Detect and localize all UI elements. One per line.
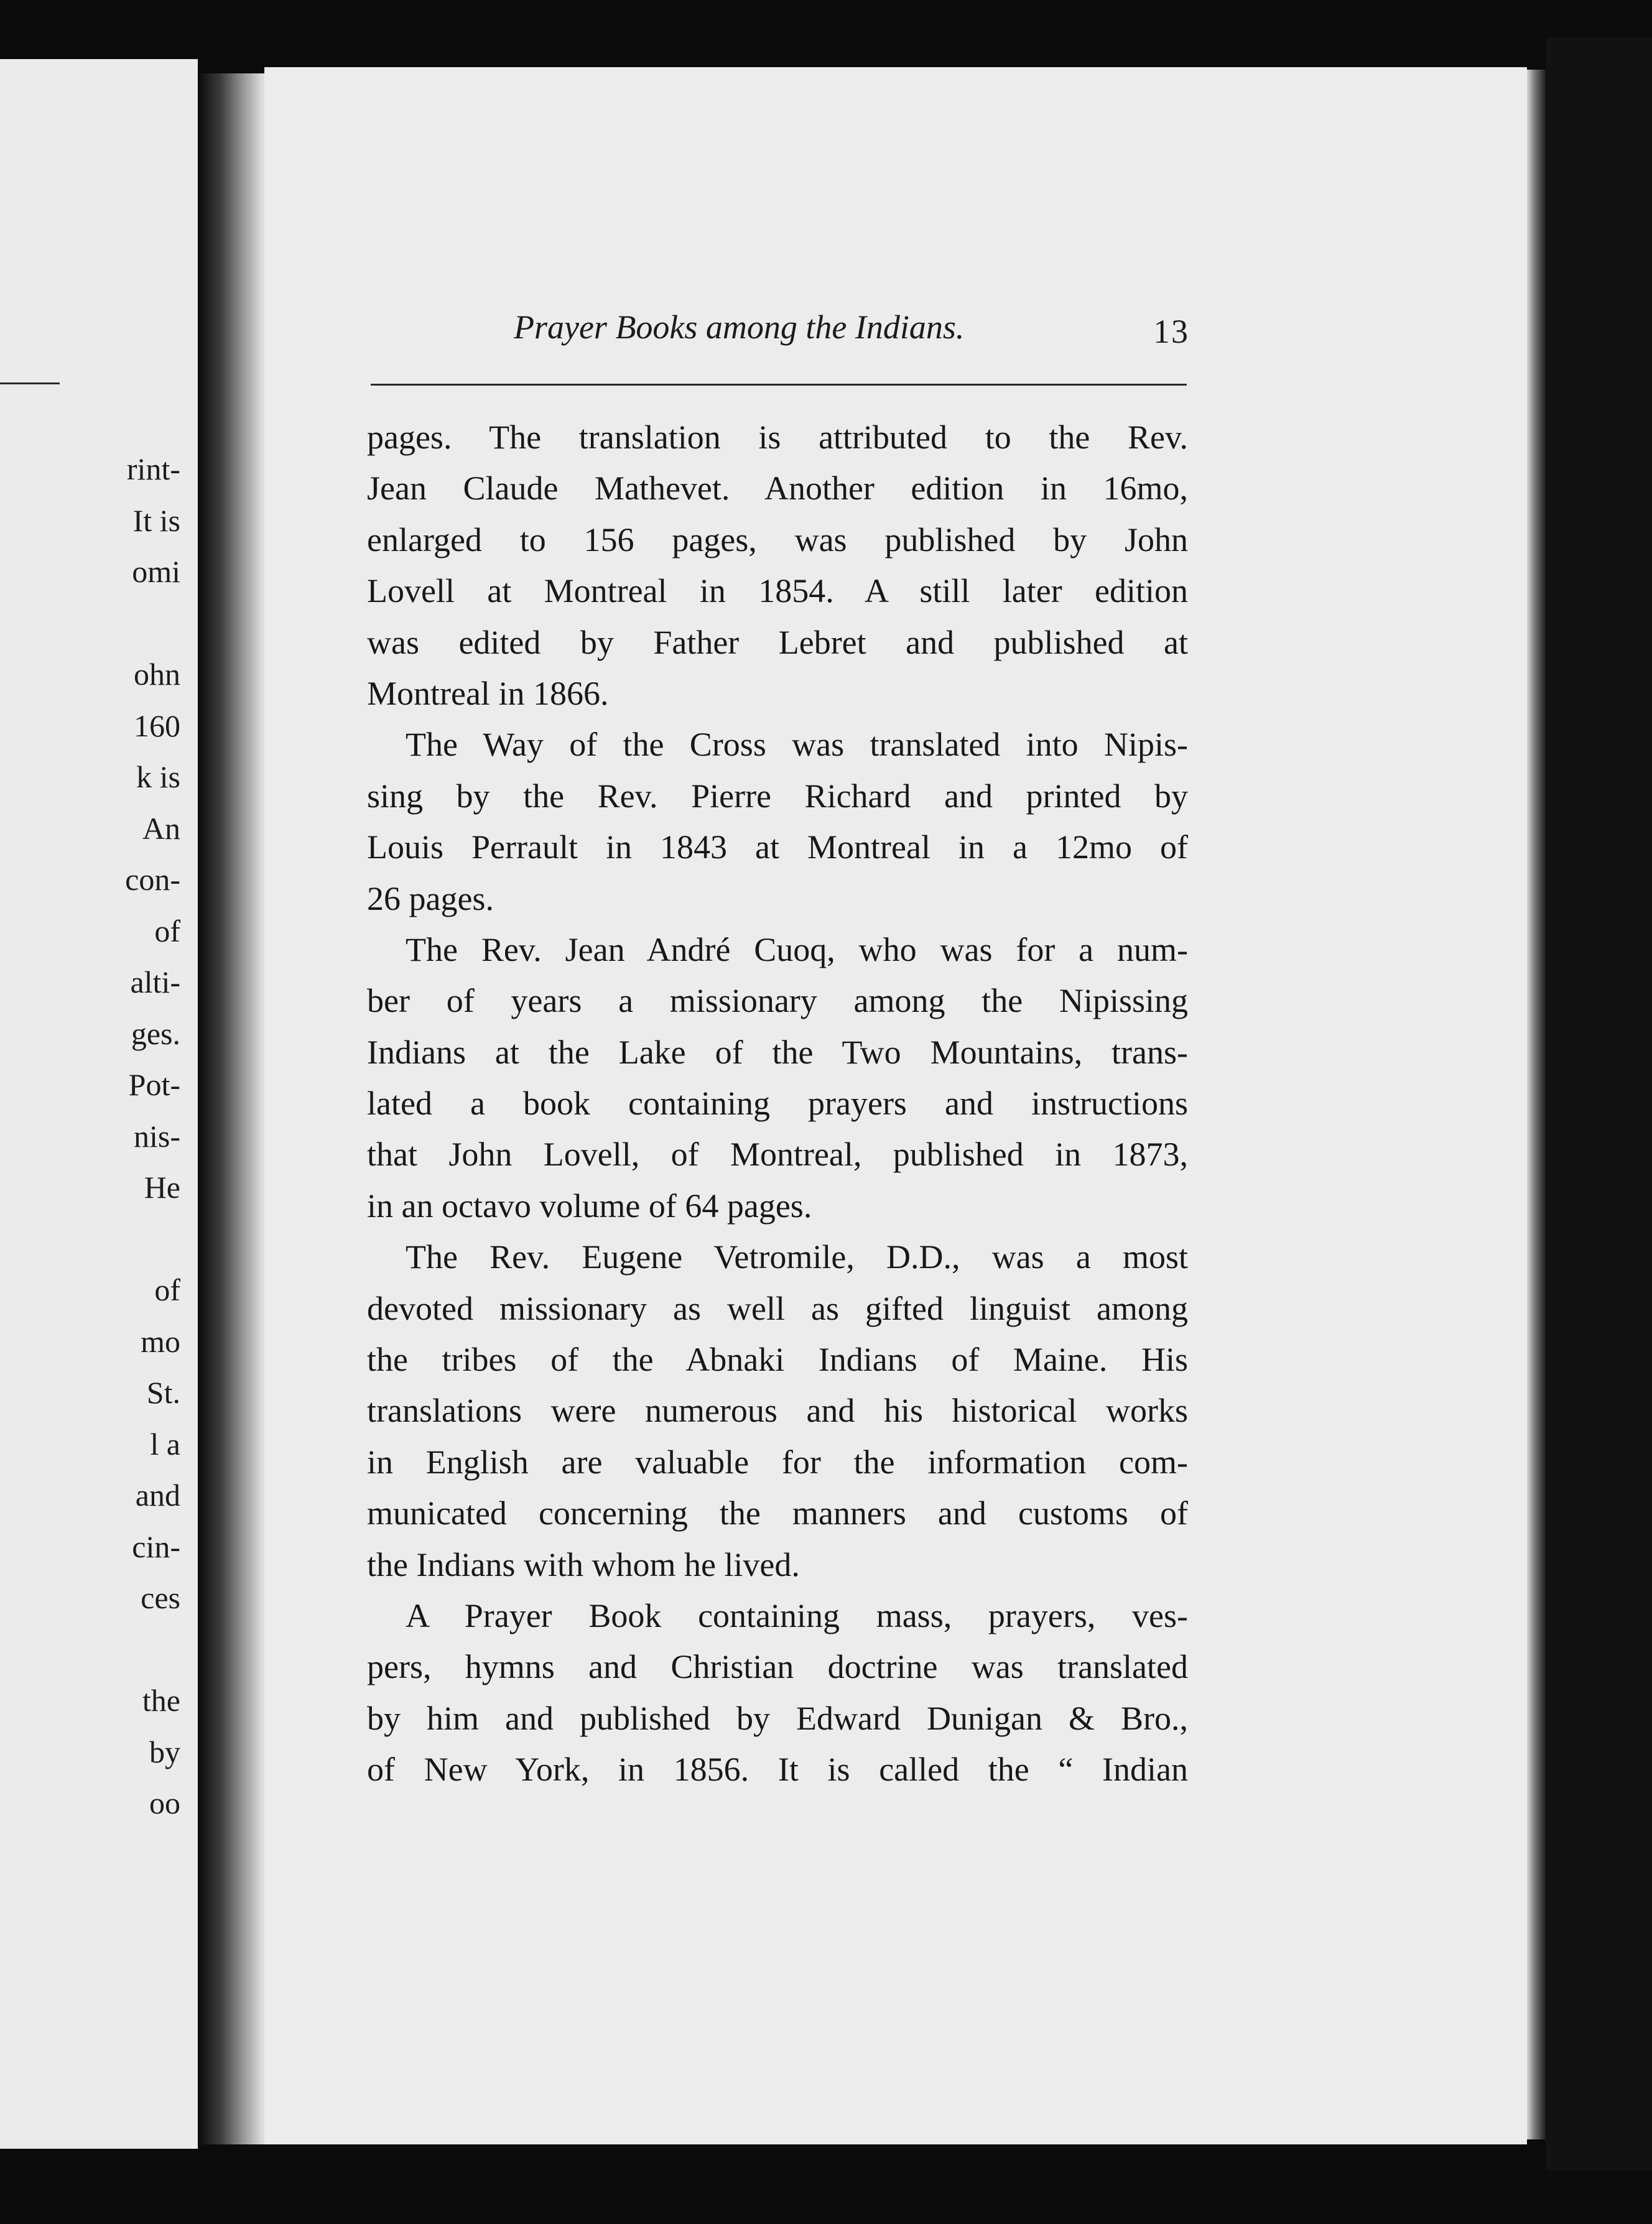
text-line: The Rev. Eugene Vetromile, D.D., was a most <box>406 1238 1188 1276</box>
text-line: Montreal in 1866. <box>367 674 609 712</box>
text-line: Lovell at Montreal in 1854. A still later edition <box>367 572 1188 610</box>
text-line: pers, hymns and Christian doctrine was translated <box>367 1648 1188 1686</box>
book-cover-edge <box>1546 37 1652 2171</box>
left-line: mo <box>141 1323 180 1359</box>
book-gutter-shadow <box>198 73 272 2144</box>
left-line: ces <box>141 1580 180 1615</box>
text-line: the tribes of the Abnaki Indians of Maine. His <box>367 1341 1188 1379</box>
page-number: 13 <box>1153 313 1189 350</box>
left-line <box>0 1624 180 1675</box>
text-line: in an octavo volume of 64 pages. <box>367 1187 812 1225</box>
left-line: An <box>142 810 180 846</box>
text-line: enlarged to 156 pages, was published by John <box>367 521 1188 558</box>
left-line: nis- <box>134 1118 180 1154</box>
left-page-header-rule <box>0 382 60 384</box>
left-line: of <box>154 913 180 948</box>
header-rule <box>371 384 1187 386</box>
text-line: that John Lovell, of Montreal, published in 1873, <box>367 1136 1188 1174</box>
text-line: by him and published by Edward Dunigan & Bro., <box>367 1699 1188 1737</box>
text-line: in English are valuable for the information com- <box>367 1443 1188 1481</box>
left-line: oo <box>149 1786 180 1820</box>
text-line: The Rev. Jean André Cuoq, who was for a num- <box>406 930 1188 968</box>
body-text <box>367 412 1188 1795</box>
text-line: Indians at the Lake of the Two Mountains, trans- <box>367 1033 1188 1071</box>
left-page-text <box>0 443 180 1829</box>
text-line: pages. The translation is attributed to the Rev. <box>367 419 1188 456</box>
left-line: St. <box>146 1375 180 1410</box>
text-line: sing by the Rev. Pierre Richard and printed by <box>367 777 1188 815</box>
text-line: translations were numerous and his historical works <box>367 1392 1188 1430</box>
text-line: Jean Claude Mathevet. Another edition in 16mo, <box>367 470 1188 507</box>
left-line: and <box>135 1478 180 1513</box>
left-line: the <box>142 1683 180 1718</box>
text-line: of New York, in 1856. It is called the “ Indian <box>367 1751 1188 1789</box>
left-line: 160 <box>134 708 180 743</box>
text-line: Louis Perrault in 1843 at Montreal in a 12mo of <box>367 828 1188 866</box>
text-line: devoted missionary as well as gifted linguist among <box>367 1289 1188 1327</box>
text-line: lated a book containing prayers and instructions <box>367 1085 1188 1123</box>
left-line: of <box>154 1272 180 1307</box>
text-line: was edited by Father Lebret and published at <box>367 623 1188 661</box>
text-line: 26 pages. <box>367 879 494 917</box>
left-line: con- <box>125 862 180 897</box>
left-line: Pot- <box>128 1067 180 1102</box>
page-edge <box>1527 70 1546 2139</box>
left-line <box>0 598 180 649</box>
text-line: A Prayer Book containing mass, prayers, ves- <box>406 1596 1188 1634</box>
left-line: rint- <box>126 452 180 486</box>
text-line: ber of years a missionary among the Nipissing <box>367 982 1188 1020</box>
left-line: k is <box>136 759 180 794</box>
running-head: Prayer Books among the Indians. <box>514 308 965 346</box>
left-line: omi <box>132 554 180 589</box>
text-line: The Way of the Cross was translated into Nipis- <box>406 726 1188 764</box>
left-line <box>0 1213 180 1265</box>
left-line: by <box>149 1734 180 1769</box>
text-line: the Indians with whom he lived. <box>367 1545 800 1583</box>
left-line: l a <box>150 1426 180 1462</box>
left-line: cin- <box>132 1529 180 1564</box>
left-line: alti- <box>130 965 180 999</box>
left-line: He <box>144 1170 180 1205</box>
left-line: It is <box>132 503 180 538</box>
left-facing-page <box>0 59 198 2149</box>
left-line: ges. <box>131 1016 180 1051</box>
left-line: ohn <box>134 657 180 692</box>
text-line: municated concerning the manners and customs of <box>367 1494 1188 1532</box>
